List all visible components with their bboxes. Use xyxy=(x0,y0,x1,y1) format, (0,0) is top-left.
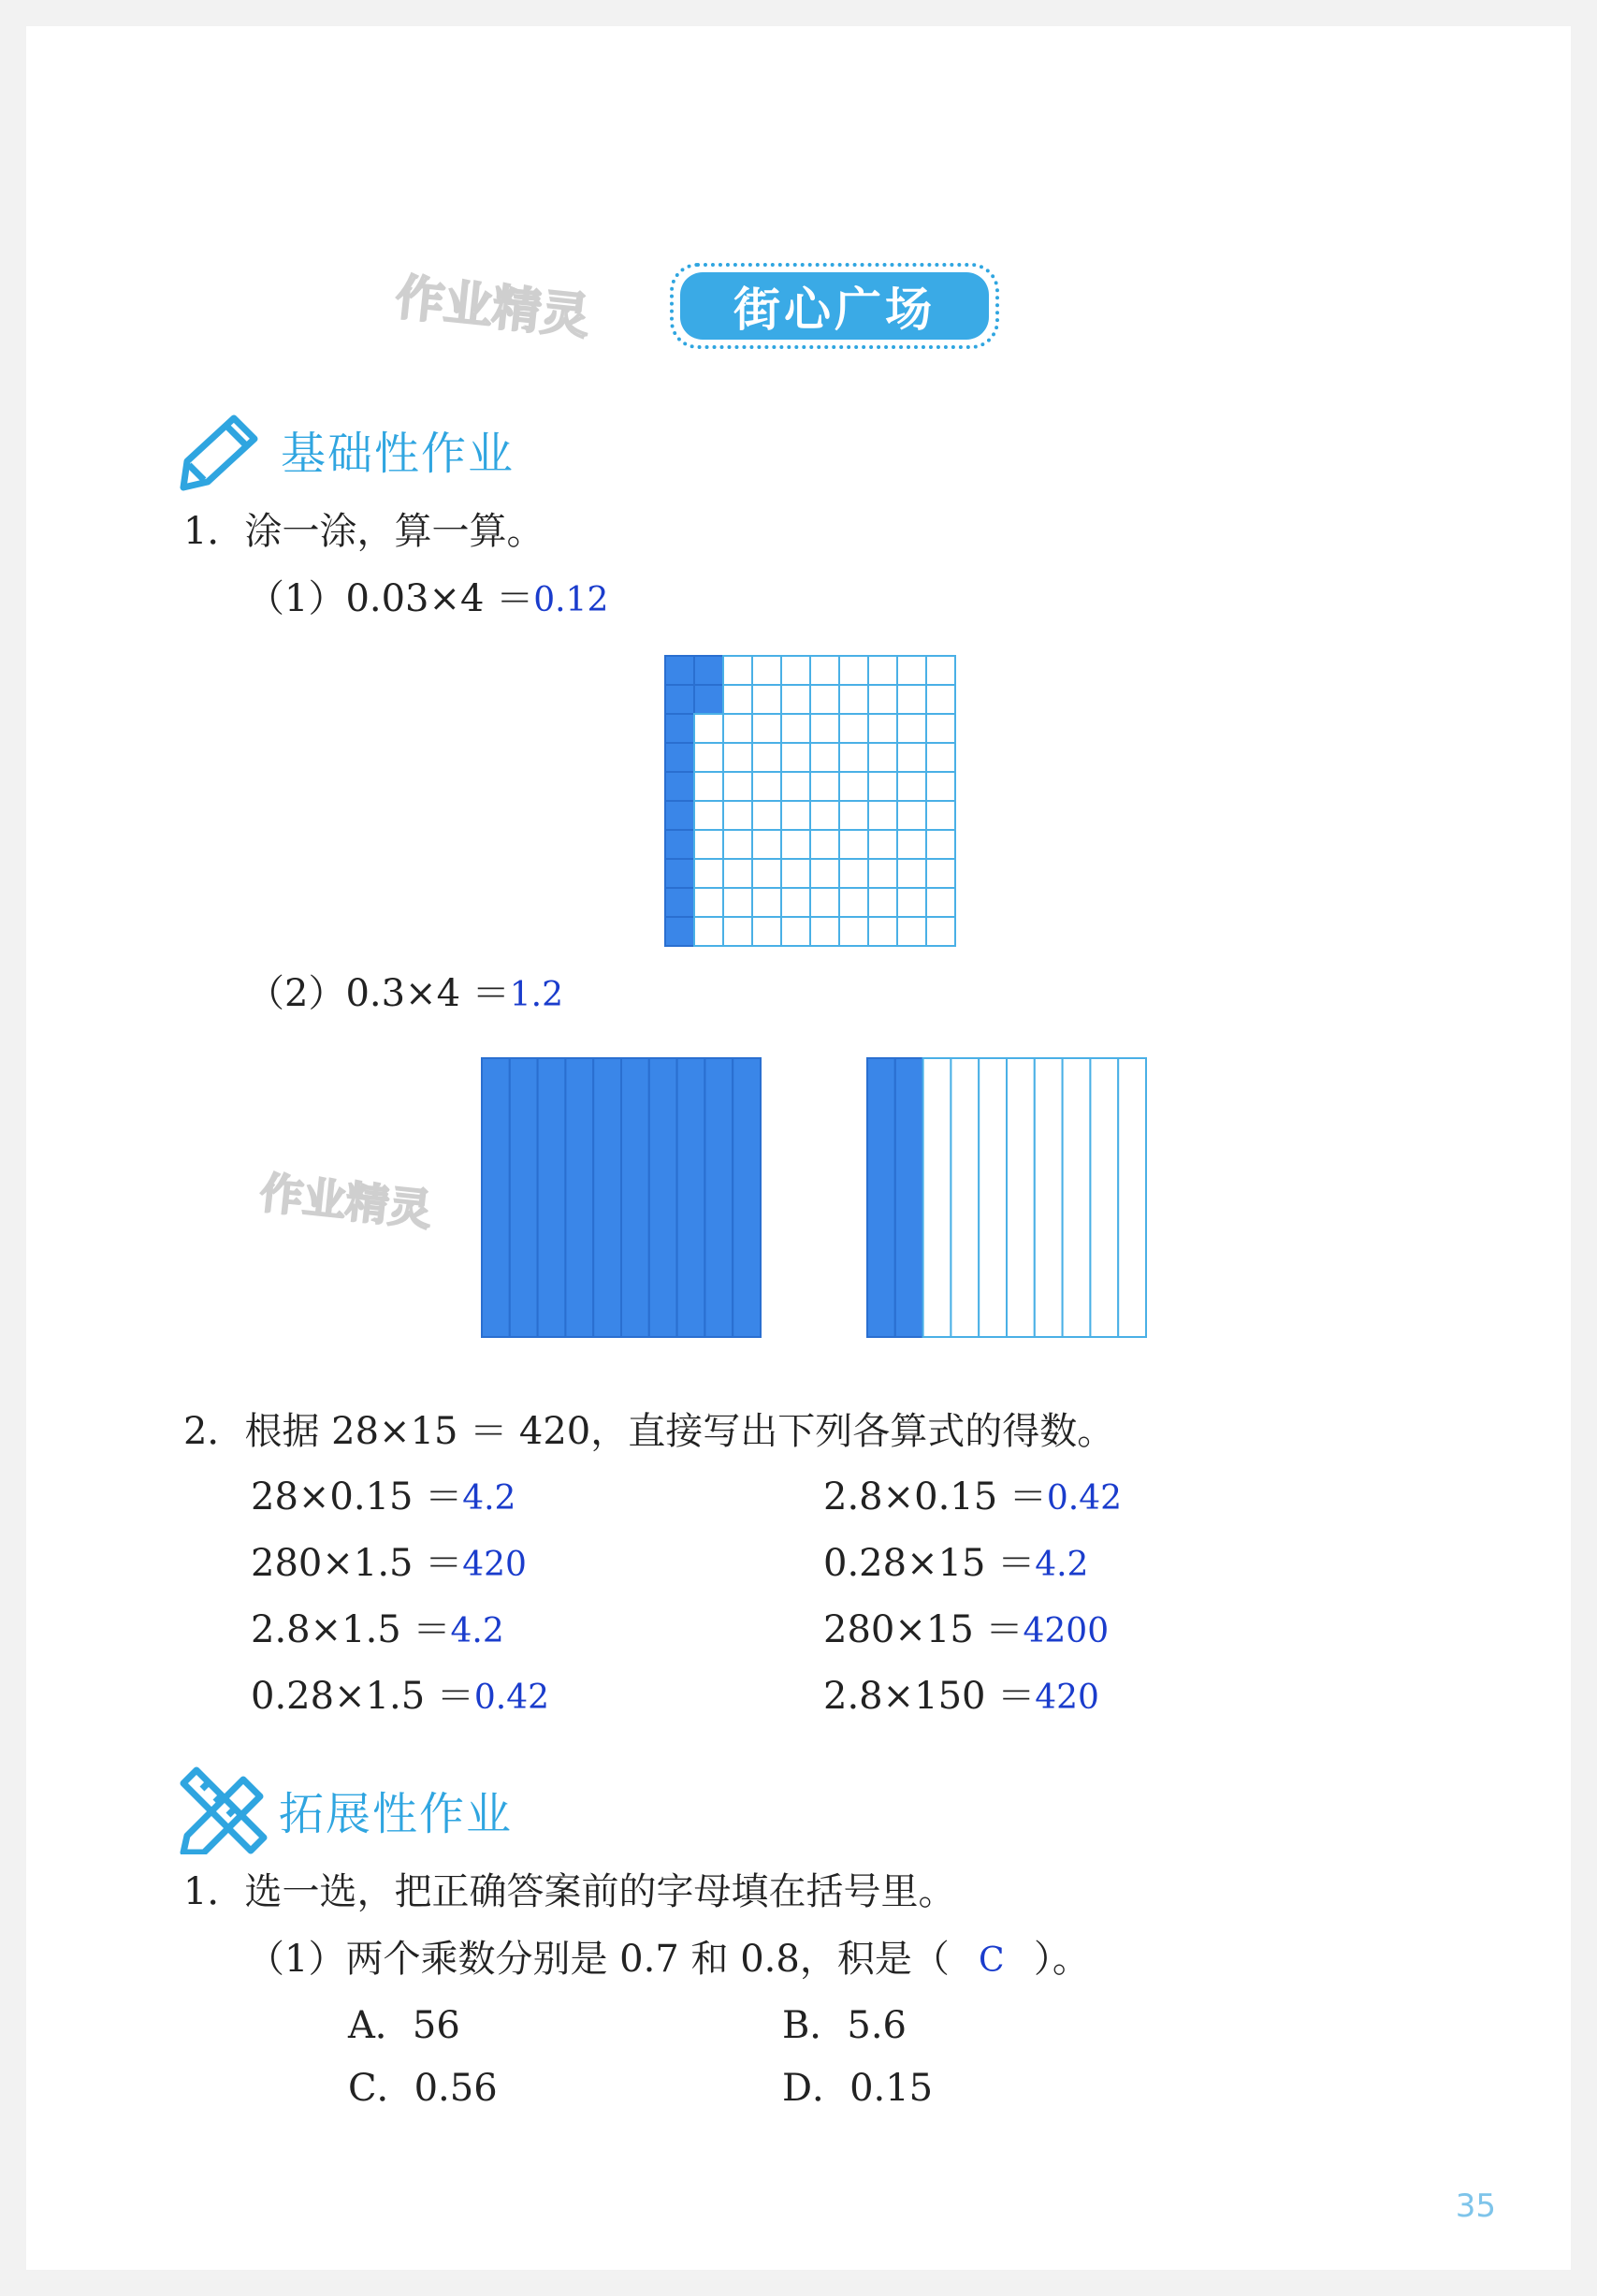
grid-cell xyxy=(723,801,752,830)
shaded-strip xyxy=(649,1058,677,1337)
grid-cell xyxy=(694,801,723,830)
strip xyxy=(979,1058,1007,1337)
option-a: A．56 xyxy=(348,2004,460,2047)
shaded-cell xyxy=(665,859,694,888)
grid-cell xyxy=(781,917,810,946)
strip xyxy=(1063,1058,1091,1337)
shaded-strip xyxy=(538,1058,566,1337)
grid-cell xyxy=(926,656,955,685)
grid-cell xyxy=(839,888,868,917)
answer: 4.2 xyxy=(450,1612,504,1650)
grid-cell xyxy=(839,656,868,685)
grid-cell xyxy=(926,743,955,772)
grid-cell xyxy=(752,714,781,743)
expression: 2.8×0.15 ＝ xyxy=(823,1475,1047,1519)
option-b: B．5.6 xyxy=(782,2004,907,2047)
expression: 2.8×1.5 ＝ xyxy=(251,1608,451,1651)
grid-cell xyxy=(868,656,897,685)
grid-cell xyxy=(723,917,752,946)
grid-cell xyxy=(810,772,839,801)
grid-cell xyxy=(926,917,955,946)
answer: 420 xyxy=(1035,1678,1099,1717)
grid-cell xyxy=(723,656,752,685)
strip xyxy=(951,1058,979,1337)
grid-cell xyxy=(897,743,926,772)
grid-cell xyxy=(781,685,810,714)
grid-cell xyxy=(868,714,897,743)
question-1-part-1 xyxy=(247,569,608,622)
grid-cell xyxy=(694,917,723,946)
grid-cell xyxy=(781,772,810,801)
grid-cell xyxy=(897,830,926,859)
page xyxy=(26,26,1571,2270)
grid-cell xyxy=(926,859,955,888)
q2-item xyxy=(823,1533,1088,1587)
grid-cell xyxy=(752,772,781,801)
grid-cell xyxy=(839,830,868,859)
question-text-end: ）。 xyxy=(1033,1938,1090,1981)
strip xyxy=(1007,1058,1035,1337)
question-1-part-2 xyxy=(247,964,563,1017)
shaded-cell xyxy=(665,888,694,917)
grid-cell xyxy=(926,714,955,743)
shaded-cell xyxy=(665,772,694,801)
grid-cell xyxy=(839,743,868,772)
grid-cell xyxy=(897,714,926,743)
grid-cell xyxy=(897,888,926,917)
strip xyxy=(923,1058,951,1337)
shaded-cell xyxy=(694,685,723,714)
grid-cell xyxy=(810,801,839,830)
shaded-strip xyxy=(510,1058,538,1337)
grid-cell xyxy=(926,772,955,801)
grid-cell xyxy=(868,830,897,859)
shaded-strip xyxy=(733,1058,761,1337)
shaded-cell xyxy=(665,743,694,772)
answer: 420 xyxy=(462,1546,527,1584)
grid-cell xyxy=(752,859,781,888)
banner-title: 街心广场 xyxy=(680,272,989,340)
strip xyxy=(1035,1058,1063,1337)
grid-cell xyxy=(752,656,781,685)
grid-cell xyxy=(723,772,752,801)
grid-cell xyxy=(839,859,868,888)
strip xyxy=(1090,1058,1118,1337)
grid-cell xyxy=(781,888,810,917)
option-c: C．0.56 xyxy=(348,2067,498,2110)
grid-cell xyxy=(839,714,868,743)
shaded-strip xyxy=(482,1058,510,1337)
strip-square-partial xyxy=(864,1055,1149,1340)
answer: 4200 xyxy=(1023,1612,1110,1650)
shaded-cell xyxy=(665,830,694,859)
shaded-strip xyxy=(895,1058,923,1337)
ruler-pencil-icon xyxy=(174,1765,277,1854)
grid-cell xyxy=(868,917,897,946)
grid-cell xyxy=(868,859,897,888)
shaded-cell xyxy=(665,917,694,946)
expression: （2）0.3×4 ＝ xyxy=(247,972,510,1015)
shaded-cell xyxy=(665,656,694,685)
section-banner xyxy=(670,263,999,349)
option-d: D．0.15 xyxy=(782,2067,934,2110)
grid-cell xyxy=(839,801,868,830)
grid-cell xyxy=(781,801,810,830)
grid-cell xyxy=(810,656,839,685)
q2-item xyxy=(251,1600,504,1653)
grid-cell xyxy=(868,743,897,772)
grid-cell xyxy=(868,772,897,801)
watermark: 作业精灵 xyxy=(392,269,593,346)
hundred-grid xyxy=(662,653,958,949)
grid-cell xyxy=(694,859,723,888)
shaded-strip xyxy=(867,1058,895,1337)
section-title-extended: 拓展性作业 xyxy=(279,1788,514,1840)
grid-cell xyxy=(810,685,839,714)
grid-cell xyxy=(694,743,723,772)
question-text: （1）两个乘数分别是 0.7 和 0.8，积是（ xyxy=(247,1938,950,1981)
grid-cell xyxy=(926,801,955,830)
grid-cell xyxy=(897,772,926,801)
grid-cell xyxy=(839,685,868,714)
grid-cell xyxy=(752,830,781,859)
grid-cell xyxy=(897,656,926,685)
q2-item xyxy=(251,1533,527,1587)
grid-cell xyxy=(752,917,781,946)
question-2-prompt: 2．根据 28×15 ＝ 420，直接写出下列各算式的得数。 xyxy=(183,1410,1115,1453)
grid-cell xyxy=(897,859,926,888)
grid-cell xyxy=(810,830,839,859)
grid-cell xyxy=(723,685,752,714)
shaded-strip xyxy=(704,1058,733,1337)
grid-cell xyxy=(839,917,868,946)
grid-cell xyxy=(781,859,810,888)
answer: 4.2 xyxy=(462,1479,516,1518)
grid-cell xyxy=(868,801,897,830)
grid-cell xyxy=(810,743,839,772)
strip xyxy=(1118,1058,1146,1337)
expression: （1）0.03×4 ＝ xyxy=(247,577,534,620)
grid-cell xyxy=(810,917,839,946)
grid-cell xyxy=(781,743,810,772)
q2-item xyxy=(251,1666,549,1720)
q2-item xyxy=(823,1467,1122,1520)
expression: 280×15 ＝ xyxy=(823,1608,1024,1651)
grid-cell xyxy=(752,888,781,917)
shaded-strip xyxy=(593,1058,621,1337)
q2-item xyxy=(823,1600,1109,1653)
grid-cell xyxy=(868,685,897,714)
grid-cell xyxy=(926,888,955,917)
answer: 0.42 xyxy=(473,1678,550,1717)
section-title-basic: 基础性作业 xyxy=(281,428,515,480)
grid-cell xyxy=(868,888,897,917)
grid-cell xyxy=(694,830,723,859)
grid-cell xyxy=(694,888,723,917)
grid-cell xyxy=(781,656,810,685)
grid-cell xyxy=(781,714,810,743)
answer: 4.2 xyxy=(1035,1546,1089,1584)
expression: 28×0.15 ＝ xyxy=(251,1475,463,1519)
grid-cell xyxy=(926,830,955,859)
expression: 0.28×1.5 ＝ xyxy=(251,1675,474,1718)
grid-cell xyxy=(810,888,839,917)
strip-square-full xyxy=(479,1055,763,1340)
grid-cell xyxy=(926,685,955,714)
question-1-prompt: 1．涂一涂，算一算。 xyxy=(183,510,544,553)
q2-item xyxy=(251,1467,515,1520)
grid-cell xyxy=(752,801,781,830)
grid-cell xyxy=(897,685,926,714)
grid-cell xyxy=(723,830,752,859)
pencil-icon xyxy=(176,405,279,494)
shaded-strip xyxy=(565,1058,593,1337)
answer: 1.2 xyxy=(509,976,564,1014)
grid-cell xyxy=(694,714,723,743)
watermark: 作业精灵 xyxy=(257,1167,435,1236)
shaded-cell xyxy=(665,685,694,714)
grid-cell xyxy=(723,888,752,917)
expression: 280×1.5 ＝ xyxy=(251,1542,463,1585)
grid-cell xyxy=(723,743,752,772)
extended-question-1-prompt: 1．选一选，把正确答案前的字母填在括号里。 xyxy=(183,1870,956,1913)
shaded-cell xyxy=(694,656,723,685)
grid-cell xyxy=(897,917,926,946)
answer: 0.42 xyxy=(1046,1479,1123,1518)
expression: 2.8×150 ＝ xyxy=(823,1675,1036,1718)
grid-cell xyxy=(752,743,781,772)
extended-question-1-part-1 xyxy=(247,1929,1090,1983)
answer: C xyxy=(979,1941,1005,1980)
grid-cell xyxy=(897,801,926,830)
grid-cell xyxy=(781,830,810,859)
shaded-cell xyxy=(665,714,694,743)
grid-cell xyxy=(723,714,752,743)
expression: 0.28×15 ＝ xyxy=(823,1542,1036,1585)
shaded-cell xyxy=(665,801,694,830)
grid-cell xyxy=(810,714,839,743)
shaded-strip xyxy=(621,1058,649,1337)
shaded-strip xyxy=(677,1058,705,1337)
page-number: 35 xyxy=(1455,2187,1496,2225)
grid-cell xyxy=(752,685,781,714)
grid-cell xyxy=(839,772,868,801)
grid-cell xyxy=(723,859,752,888)
q2-item xyxy=(823,1666,1099,1720)
grid-cell xyxy=(810,859,839,888)
answer: 0.12 xyxy=(533,581,609,619)
grid-cell xyxy=(694,772,723,801)
